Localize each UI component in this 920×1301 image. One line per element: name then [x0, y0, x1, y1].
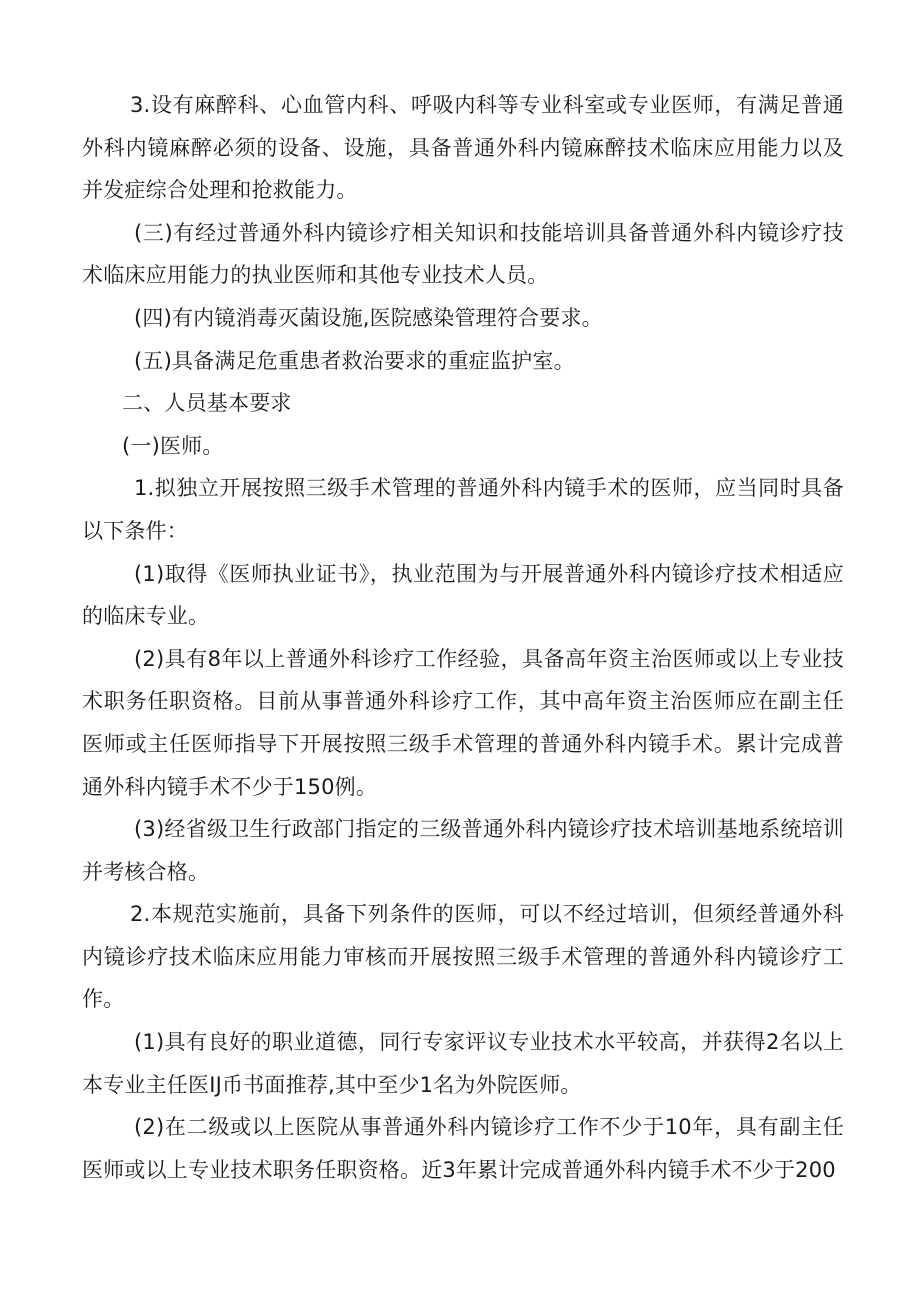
- paragraph-trained-staff: (三)有经过普通外科内镜诊疗相关知识和技能培训具备普通外科内镜诊疗技术临床应用能力的执业医师和其他专业技术人员。: [82, 220, 844, 288]
- paragraph-condition-1: (1)取得《医师执业证书》，执业范围为与开展普通外科内镜诊疗技术相适应的临床专业。: [82, 561, 844, 629]
- paragraph-condition-2: (2)具有8年以上普通外科诊疗工作经验，具备高年资主治医师或以上专业技术职务任职资格。目前从事普通外科诊疗工作，其中高年资主治医师应在副主任医师或主任医师指导下开展按照三级手术管理的普通外科内镜手术。累计完成普通外科内镜手术不少于150例。: [82, 646, 844, 799]
- subsection-heading-physician: (一)医师。: [122, 433, 224, 458]
- paragraph-disinfection: (四)有内镜消毒灭菌设施,医院感染管理符合要求。: [134, 305, 603, 330]
- paragraph-condition-3: (3)经省级卫生行政部门指定的三级普通外科内镜诊疗技术培训基地系统培训并考核合格。: [82, 817, 844, 884]
- paragraph-pre-implementation: 2.本规范实施前，具备下列条件的医师，可以不经过培训，但须经普通外科内镜诊疗技术临床应用能力审核而开展按照三级手术管理的普通外科内镜诊疗工作。: [82, 902, 844, 1012]
- paragraph-anesthesia-requirement: 3.设有麻醉科、心血管内科、呼吸内科等专业科室或专业医师，有满足普通外科内镜麻醉必须的设备、设施，具备普通外科内镜麻醉技术临床应用能力以及并发症综合处理和抢救能力。: [82, 93, 844, 203]
- paragraph-icu: (五)具备满足危重患者救治要求的重症监护室。: [134, 348, 575, 373]
- document-page: [82, 84, 844, 1191]
- section-heading-personnel: 二、人员基本要求: [122, 391, 292, 416]
- paragraph-pre-condition-2: (2)在二级或以上医院从事普通外科内镜诊疗工作不少于10年，具有副主任医师或以上专业技术职务任职资格。近3年累计完成普通外科内镜手术不少于200: [82, 1115, 844, 1182]
- paragraph-pre-condition-1: (1)具有良好的职业道德，同行专家评议专业技术水平较高，并获得2名以上本专业主任医IJ币书面推荐,其中至少1名为外院医师。: [82, 1030, 844, 1097]
- paragraph-independent-surgery-conditions: 1.拟独立开展按照三级手术管理的普通外科内镜手术的医师，应当同时具备以下条件：: [82, 476, 844, 543]
